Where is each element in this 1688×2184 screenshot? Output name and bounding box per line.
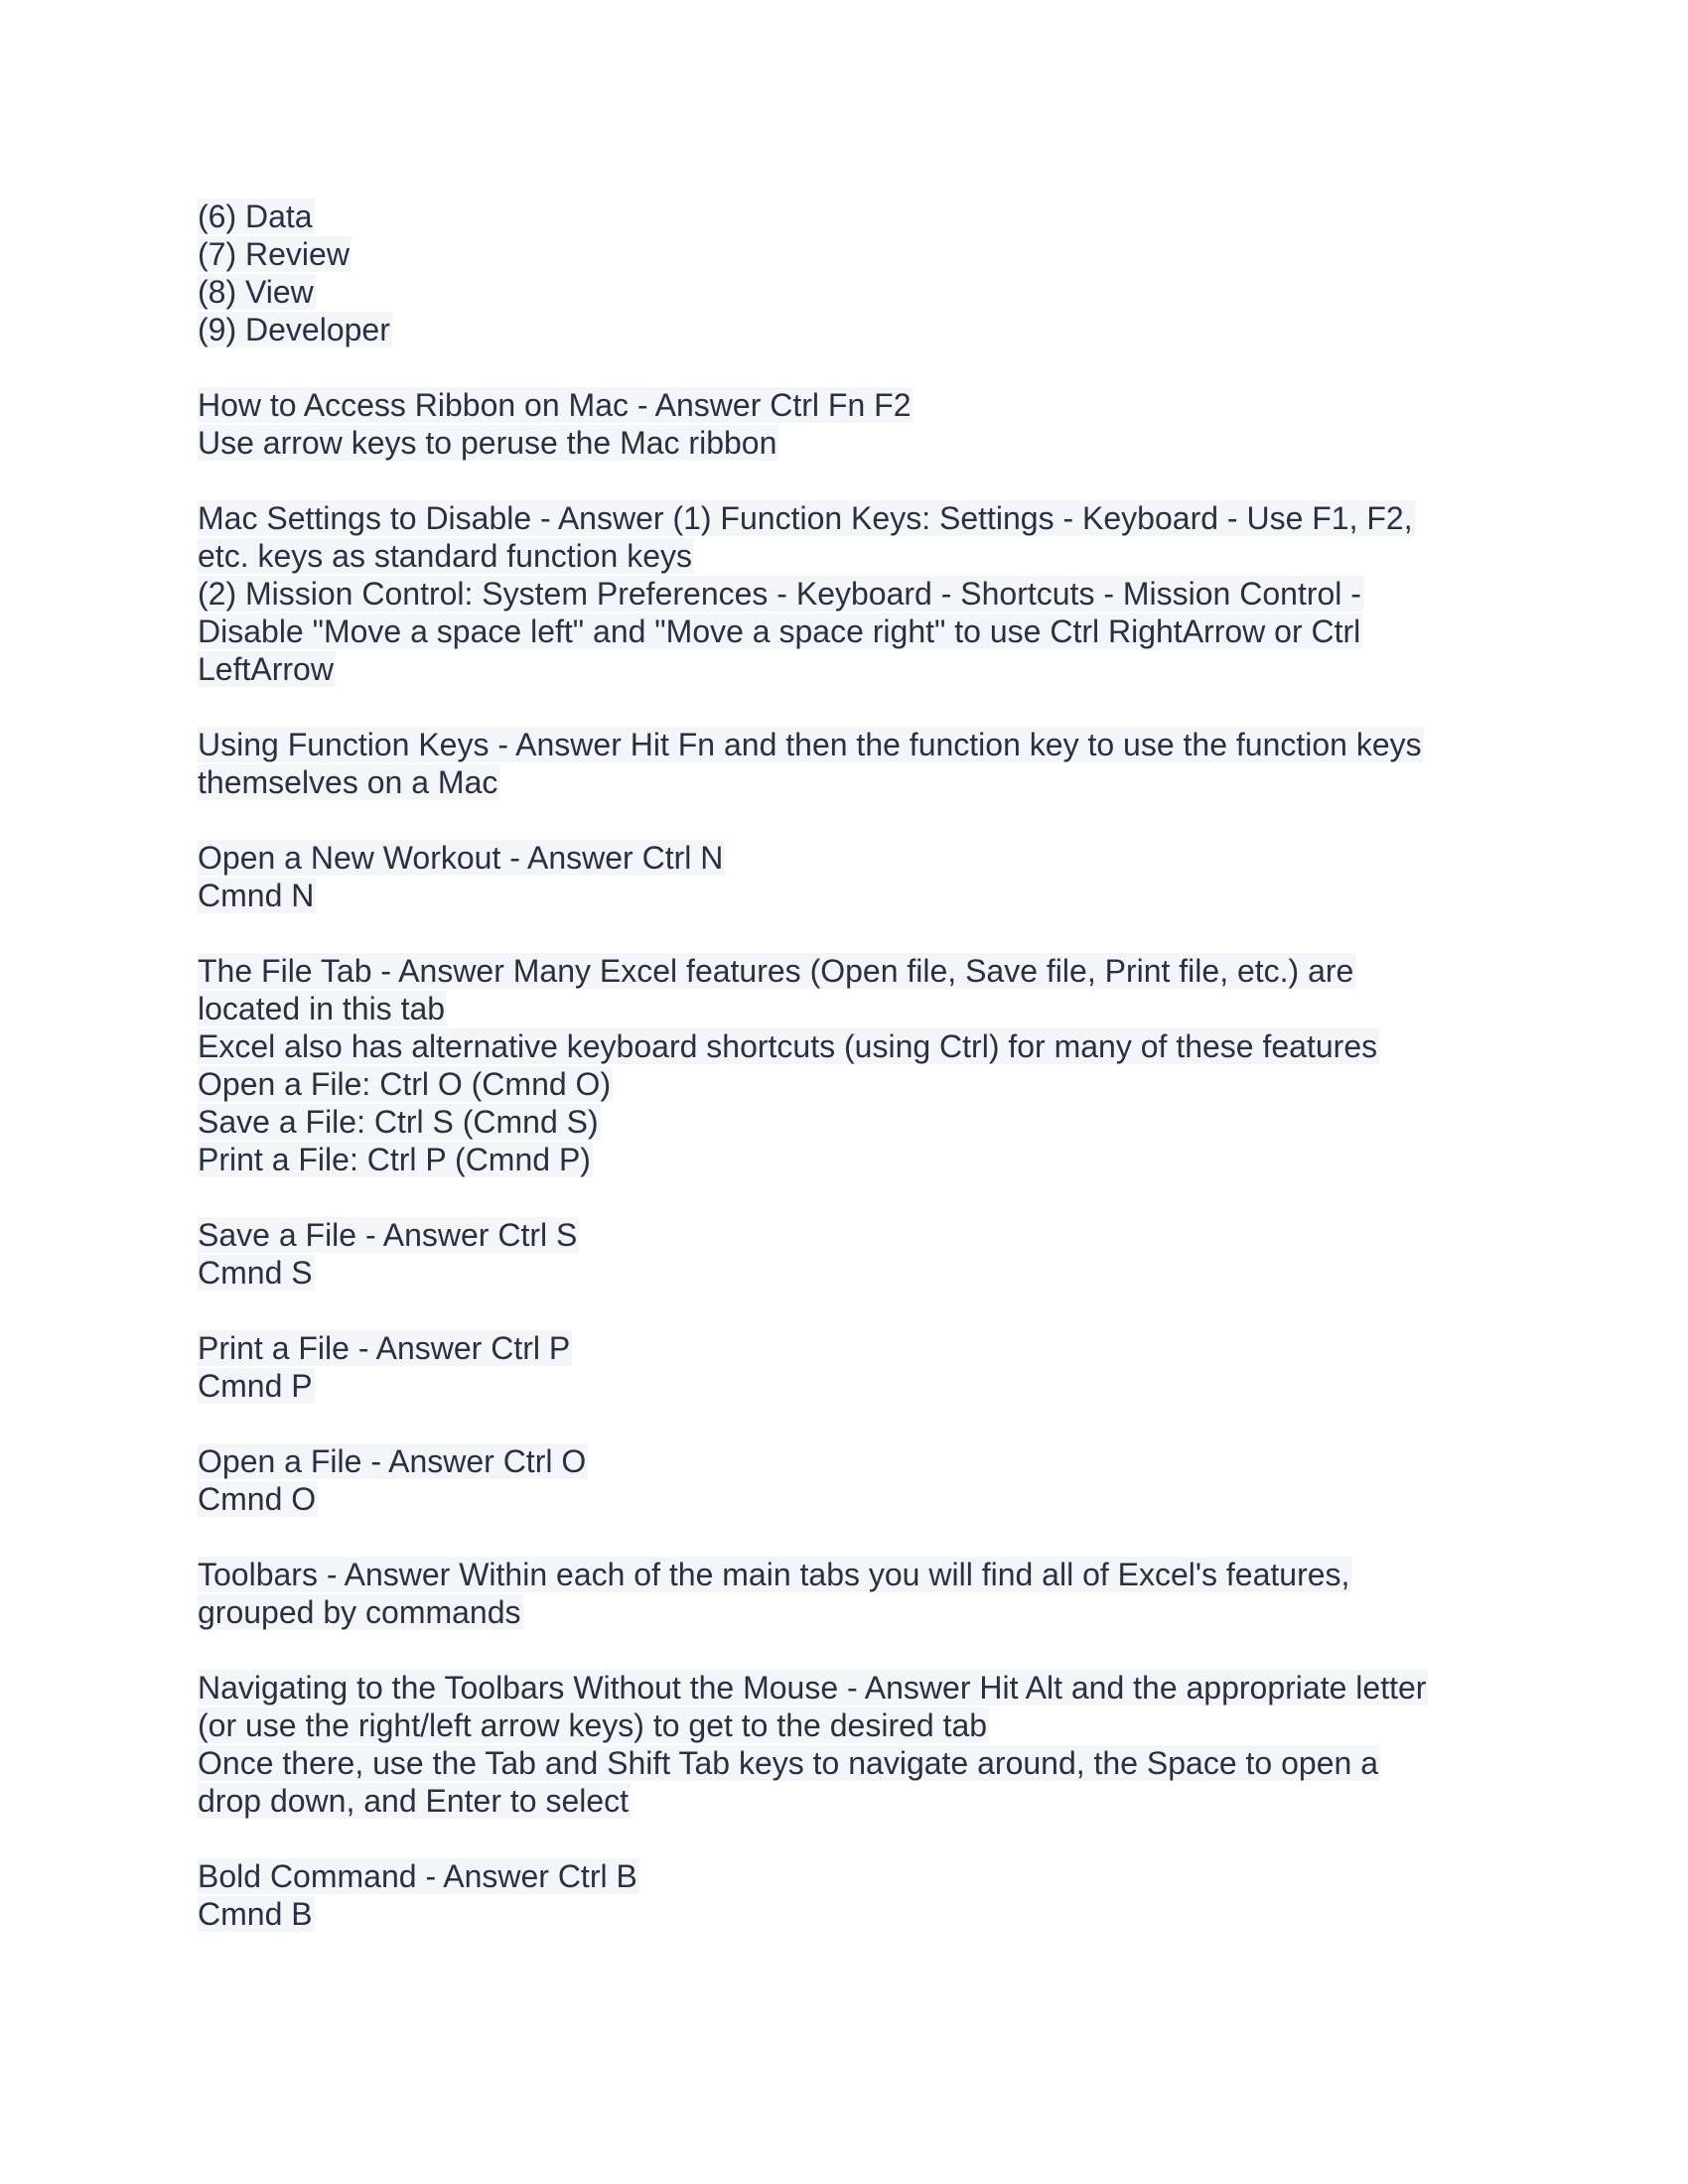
text-line-content: Use arrow keys to peruse the Mac ribbon [198, 425, 777, 461]
text-line [198, 1895, 1428, 1933]
text-line [198, 650, 1428, 688]
text-line-content: Navigating to the Toolbars Without the Mouse - Answer Hit Alt and the appropriate letter [198, 1670, 1427, 1706]
text-line-content: Cmnd N [198, 878, 315, 913]
qa-entry [198, 1442, 1428, 1518]
text-line [198, 311, 1428, 348]
text-line-content: (9) Developer [198, 312, 390, 347]
text-line [198, 1254, 1428, 1292]
qa-entry [198, 1556, 1428, 1631]
text-line [198, 1027, 1428, 1065]
text-line [198, 877, 1428, 914]
text-line-content: located in this tab [198, 991, 446, 1026]
text-line [198, 499, 1428, 537]
text-line-content: etc. keys as standard function keys [198, 538, 693, 574]
text-line-content: Print a File - Answer Ctrl P [198, 1330, 571, 1366]
text-line-content: How to Access Ribbon on Mac - Answer Ctrl Fn F2 [198, 387, 912, 423]
text-line [198, 1065, 1428, 1103]
qa-entry [198, 1216, 1428, 1292]
text-line [198, 1706, 1428, 1744]
text-line-content: Cmnd S [198, 1255, 313, 1291]
text-line-content: Toolbars - Answer Within each of the main tabs you will find all of Excel's features, [198, 1557, 1350, 1592]
text-line-content: Print a File: Ctrl P (Cmnd P) [198, 1142, 591, 1177]
text-line-content: Open a File: Ctrl O (Cmnd O) [198, 1066, 612, 1102]
text-line-content: grouped by commands [198, 1594, 521, 1630]
text-line-content: Once there, use the Tab and Shift Tab keys to navigate around, the Space to open a [198, 1745, 1378, 1781]
text-line-content: Disable "Move a space left" and "Move a space right" to use Ctrl RightArrow or Ctrl [198, 614, 1361, 649]
text-line-content: (6) Data [198, 199, 313, 234]
qa-entry [198, 952, 1428, 1178]
text-line [198, 1669, 1428, 1706]
text-line [198, 1556, 1428, 1593]
text-line [198, 952, 1428, 990]
qa-entry [198, 1857, 1428, 1933]
qa-entry [198, 386, 1428, 462]
text-line-content: Cmnd P [198, 1368, 313, 1404]
text-line [198, 613, 1428, 650]
text-line-content: Mac Settings to Disable - Answer (1) Function Keys: Settings - Keyboard - Use F1, F2, [198, 500, 1413, 536]
text-line [198, 1442, 1428, 1480]
text-line [198, 1367, 1428, 1405]
text-line-content: Save a File: Ctrl S (Cmnd S) [198, 1104, 599, 1140]
text-line [198, 1216, 1428, 1254]
qa-entry [198, 839, 1428, 914]
text-line [198, 839, 1428, 877]
text-line [198, 1782, 1428, 1820]
text-line [198, 575, 1428, 613]
text-line-content: (or use the right/left arrow keys) to get to the desired tab [198, 1707, 988, 1743]
text-line [198, 1593, 1428, 1631]
text-line [198, 1480, 1428, 1518]
text-line-content: (7) Review [198, 236, 350, 272]
text-line [198, 990, 1428, 1027]
text-line-content: (8) View [198, 274, 314, 310]
text-line [198, 1103, 1428, 1141]
text-line [198, 1141, 1428, 1178]
text-line-content: Cmnd O [198, 1481, 317, 1517]
text-line [198, 273, 1428, 311]
qa-entry [198, 1669, 1428, 1820]
text-line-content: Excel also has alternative keyboard shortcuts (using Ctrl) for many of these features [198, 1028, 1378, 1064]
text-line [198, 1857, 1428, 1895]
text-line-content: Save a File - Answer Ctrl S [198, 1217, 578, 1253]
qa-entry [198, 1329, 1428, 1405]
qa-entry [198, 726, 1428, 801]
text-line-content: The File Tab - Answer Many Excel features (Open file, Save file, Print file, etc.) are [198, 953, 1354, 989]
qa-entry [198, 499, 1428, 688]
text-line-content: LeftArrow [198, 651, 334, 687]
text-line [198, 537, 1428, 575]
text-line [198, 235, 1428, 273]
text-line-content: Bold Command - Answer Ctrl B [198, 1858, 637, 1894]
text-line [198, 1744, 1428, 1782]
text-line-content: Cmnd B [198, 1896, 313, 1932]
text-line-content: drop down, and Enter to select [198, 1783, 630, 1819]
text-line [198, 1329, 1428, 1367]
text-line [198, 726, 1428, 763]
text-line [198, 424, 1428, 462]
qa-entry [198, 198, 1428, 348]
text-line-content: (2) Mission Control: System Preferences - Keyboard - Shortcuts - Mission Control - [198, 576, 1361, 612]
text-line [198, 198, 1428, 235]
text-line-content: Using Function Keys - Answer Hit Fn and then the function key to use the function keys [198, 727, 1422, 762]
text-line [198, 763, 1428, 801]
document-page [198, 198, 1428, 1971]
text-line [198, 386, 1428, 424]
text-line-content: themselves on a Mac [198, 764, 498, 800]
text-line-content: Open a File - Answer Ctrl O [198, 1443, 587, 1479]
text-line-content: Open a New Workout - Answer Ctrl N [198, 840, 724, 876]
